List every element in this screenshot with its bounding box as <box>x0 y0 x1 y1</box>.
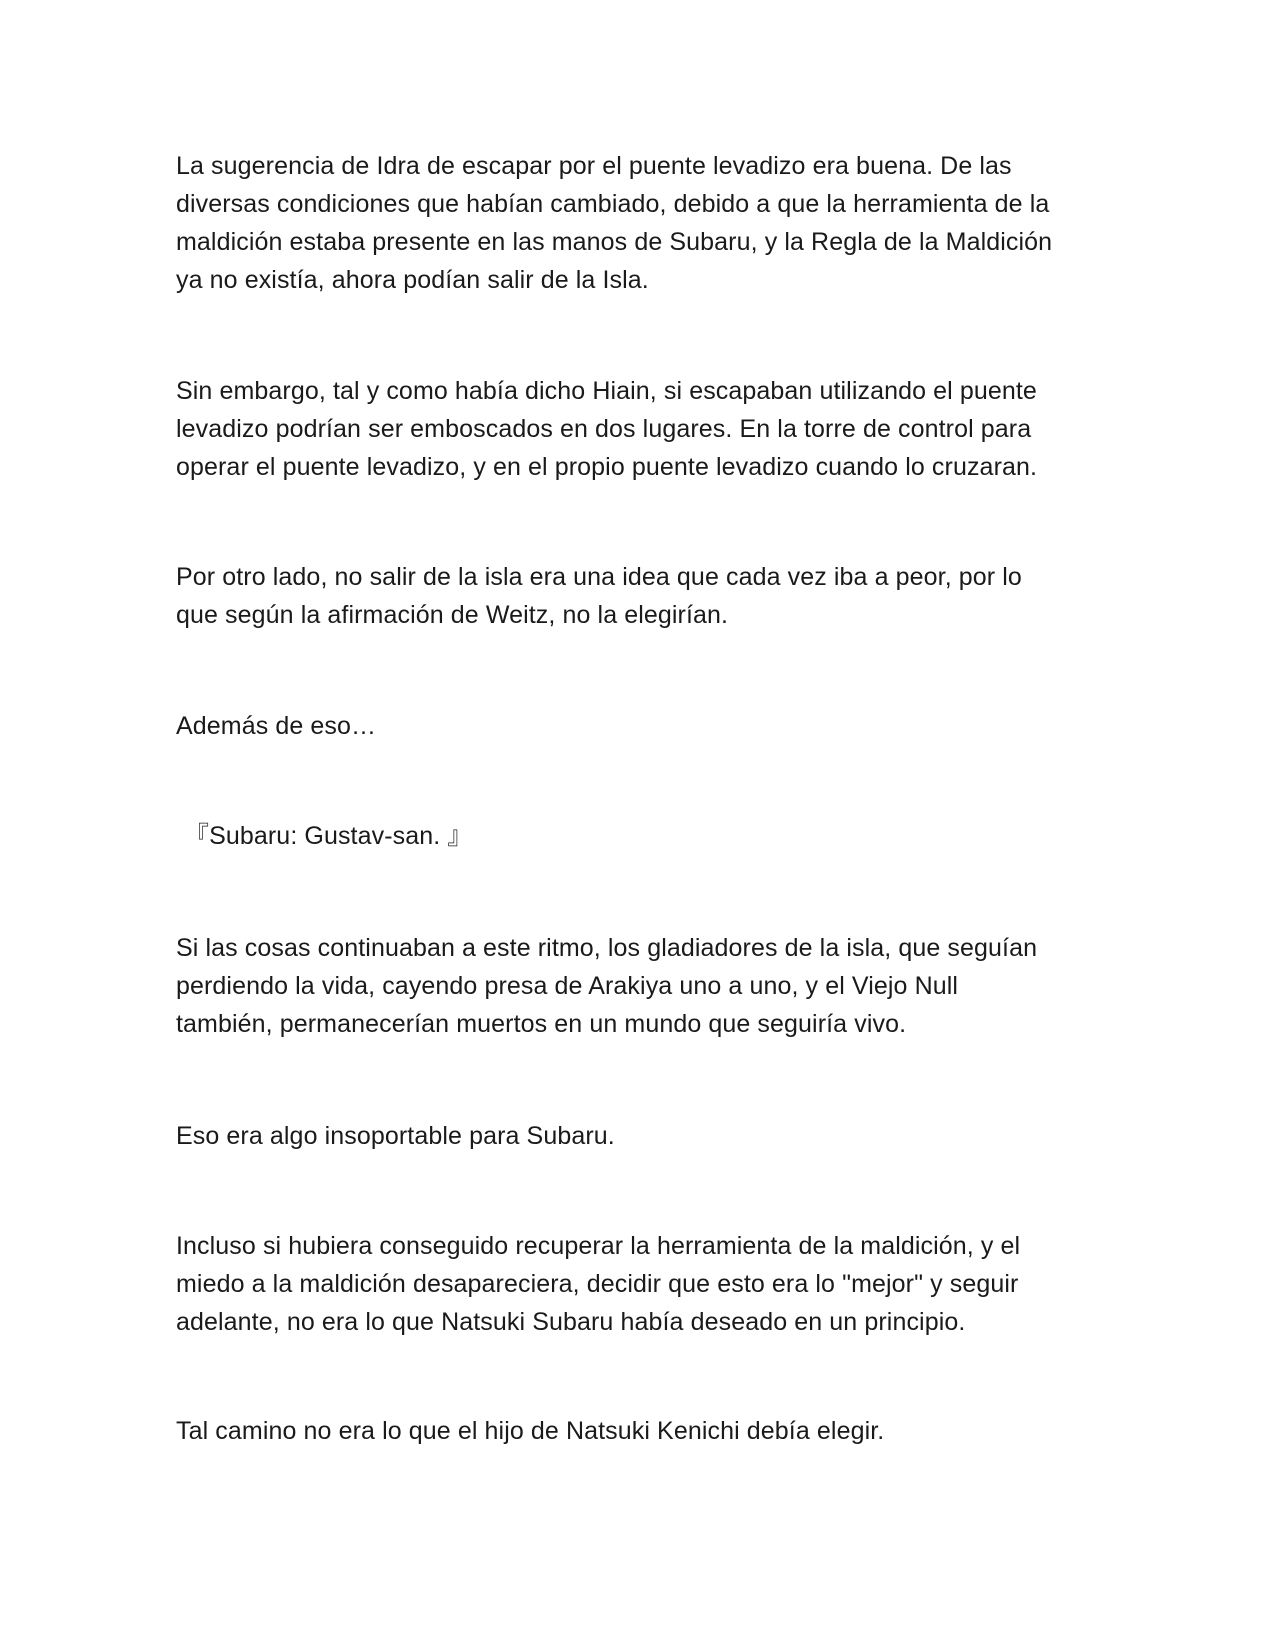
paragraph-6 <box>176 929 1106 1043</box>
paragraph-line: maldición estaba presente en las manos de Subaru, y la Regla de la Maldición <box>176 228 1053 256</box>
paragraph-line: ya no existía, ahora podían salir de la Isla. <box>176 266 649 294</box>
paragraph-line: diversas condiciones que habían cambiado, debido a que la herramienta de la <box>176 190 1050 218</box>
dialogue-text: 『Subaru: Gustav-san. 』 <box>184 822 473 850</box>
paragraph-line: Además de eso… <box>176 712 377 740</box>
paragraph-line: levadizo podrían ser emboscados en dos lugares. En la torre de control para <box>176 415 1032 443</box>
paragraph-line: Incluso si hubiera conseguido recuperar la herramienta de la maldición, y el <box>176 1232 1021 1260</box>
paragraph-line: también, permanecerían muertos en un mundo que seguiría vivo. <box>176 1010 907 1038</box>
paragraph-line: Eso era algo insoportable para Subaru. <box>176 1122 615 1150</box>
paragraph-line: Por otro lado, no salir de la isla era una idea que cada vez iba a peor, por lo <box>176 563 1022 591</box>
paragraph-line: adelante, no era lo que Natsuki Subaru había deseado en un principio. <box>176 1308 966 1336</box>
paragraph-7 <box>176 1117 1106 1155</box>
paragraph-line: Tal camino no era lo que el hijo de Natsuki Kenichi debía elegir. <box>176 1417 885 1445</box>
paragraph-line: Si las cosas continuaban a este ritmo, los gladiadores de la isla, que seguían <box>176 934 1038 962</box>
paragraph-3 <box>176 558 1106 634</box>
paragraph-8 <box>176 1227 1106 1341</box>
dialogue-line <box>184 817 1114 855</box>
paragraph-9 <box>176 1412 1106 1450</box>
paragraph-2 <box>176 372 1106 486</box>
paragraph-line: Sin embargo, tal y como había dicho Hiain, si escapaban utilizando el puente <box>176 377 1037 405</box>
paragraph-line: operar el puente levadizo, y en el propio puente levadizo cuando lo cruzaran. <box>176 453 1038 481</box>
paragraph-4 <box>176 707 1106 745</box>
paragraph-1 <box>176 147 1106 299</box>
paragraph-line: que según la afirmación de Weitz, no la elegirían. <box>176 601 729 629</box>
paragraph-line: La sugerencia de Idra de escapar por el puente levadizo era buena. De las <box>176 152 1012 180</box>
paragraph-line: miedo a la maldición desapareciera, decidir que esto era lo "mejor" y seguir <box>176 1270 1019 1298</box>
paragraph-line: perdiendo la vida, cayendo presa de Arakiya uno a uno, y el Viejo Null <box>176 972 959 1000</box>
